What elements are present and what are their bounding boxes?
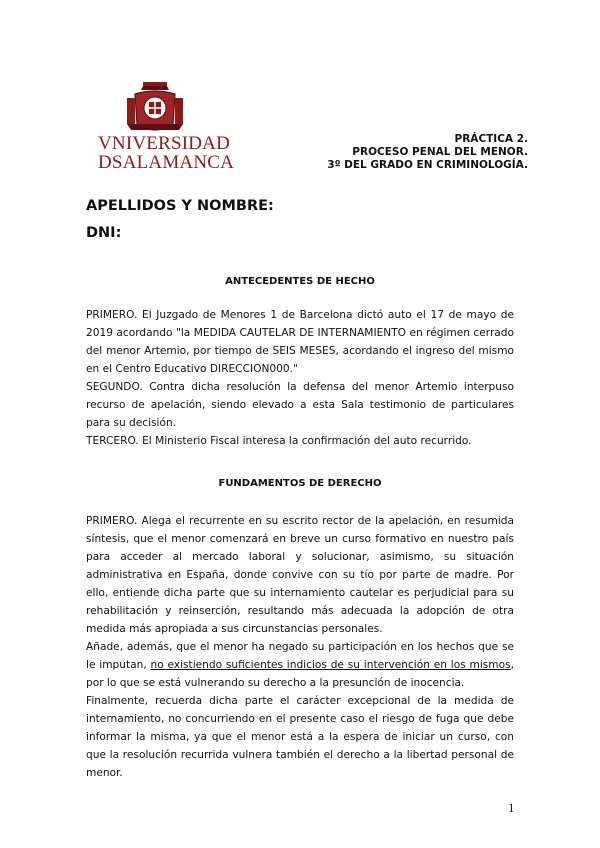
practice-title: PRÁCTICA 2.	[454, 133, 528, 145]
anade-text-start: Añade, además, que el menor ha negado su participación en los hechos que se le imputan,	[86, 641, 514, 671]
page-number: 1	[508, 800, 515, 815]
antecedentes-segundo: SEGUNDO. Contra dicha resolución la defensa del menor Artemio interpuso recurso de apelación, siendo elevado a esta Sala testimonio de particulares para su decisión.	[86, 381, 514, 429]
name-field-label: APELLIDOS Y NOMBRE:	[86, 198, 274, 214]
fundamentos-body	[86, 512, 514, 782]
antecedentes-heading: ANTECEDENTES DE HECHO	[225, 276, 375, 287]
university-wordmark	[98, 134, 234, 172]
antecedentes-primero: PRIMERO. El Juzgado de Menores 1 de Barcelona dictó auto el 17 de mayo de 2019 acordando "la MEDIDA CAUTELAR DE INTERNAMIENTO en régimen cerrado del menor Artemio, por tiempo de SEIS MESES, acordando el ingreso del mismo en el Centro Educativo DIRECCION000."	[86, 309, 514, 375]
anade-text-end: , por lo que se está vulnerando su derecho a la presunción de inocencia.	[86, 659, 514, 689]
fundamentos-finalmente: Finalmente, recuerda dicha parte el carácter excepcional de la medida de internamiento, no concurriendo en el presente caso el riesgo de fuga que debe informar la misma, ya que el menor está a la espera de iniciar un curso, con que la resolución recurrida vulnera también el derecho a la libertad personal de menor.	[86, 695, 514, 779]
anade-underlined-text: no existiendo suficientes indicios de su intervención en los mismos	[150, 659, 511, 671]
wordmark-line-1: VNIVERSIDAD	[98, 133, 231, 154]
practice-subject: PROCESO PENAL DEL MENOR.	[352, 146, 528, 158]
wordmark-line-2: DSALAMANCA	[98, 152, 235, 173]
fundamentos-primero: PRIMERO. Alega el recurrente en su escrito rector de la apelación, en resumida síntesis, que el menor comenzará en breve un curso formativo en nuestro país para acceder al mercado laboral y solucionar, asimismo, su situación administrativa en España, donde convive con su tío por parte de madre. Por ello, entiende dicha parte que su internamiento cautelar es perjudicial para su rehabilitación y reinserción, resultando más adecuada la adopción de otra medida más apropiada a sus circunstancias personales.	[86, 515, 514, 635]
university-seal-logo	[123, 80, 187, 136]
antecedentes-body	[86, 306, 514, 450]
practice-header	[327, 133, 528, 172]
dni-field-label: DNI:	[86, 225, 122, 241]
antecedentes-tercero: TERCERO. El Ministerio Fiscal interesa la confirmación del auto recurrido.	[86, 435, 472, 447]
fundamentos-anade	[86, 638, 514, 692]
fundamentos-heading: FUNDAMENTOS DE DERECHO	[218, 478, 382, 489]
practice-course: 3º DEL GRADO EN CRIMINOLOGÍA.	[327, 159, 528, 171]
